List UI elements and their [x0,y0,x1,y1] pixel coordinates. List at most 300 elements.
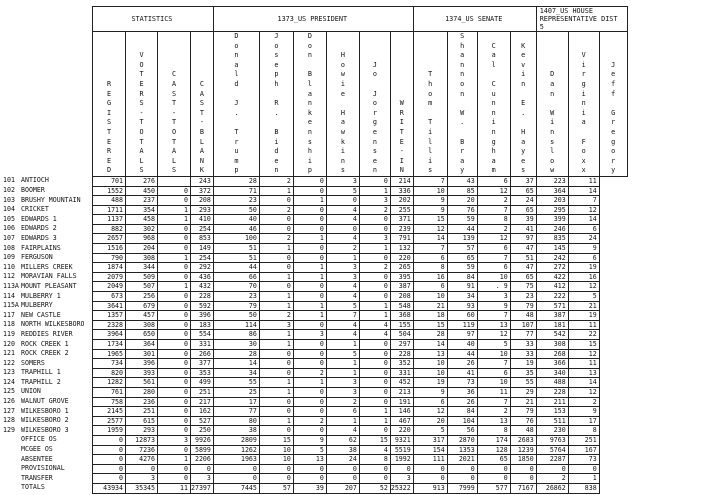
cell-value: 10 [413,368,447,378]
cell-value: 20 [413,416,447,426]
cell-value: 352 [390,359,413,369]
cell-value: 331 [390,368,413,378]
cell-value: 0 [259,282,293,292]
column-header-label: J e f f G r e g o r y [611,60,616,175]
cell-value: 246 [536,224,568,234]
cell-value: 149 [191,244,214,254]
cell-value: 0 [536,464,568,474]
group-header-4: 1407_US HOUSE REPRESENTATIVE DIST 5 [536,7,627,32]
cell-value: 527 [191,416,214,426]
precinct-name: NEW CASTLE [21,310,61,319]
cell-value: 43934 [93,483,126,493]
cell-value: 35345 [126,483,158,493]
column-header-2 [126,32,158,177]
cell-value: 223 [536,176,568,186]
cell-value: 0 [259,368,293,378]
cell-value: 1992 [390,455,413,465]
cell-value: 146 [390,407,413,417]
precinct-name: WILKESBORO 2 [21,416,69,425]
cell-value: 1965 [93,349,126,359]
precinct-name: ABSENTEE [21,454,53,463]
precinct-name: FERGUSON [21,253,53,262]
precinct-number: 112 [3,272,15,281]
precinct-number: 125 [3,387,15,396]
cell-value: 183 [191,320,214,330]
cell-value: 30 [213,340,259,350]
cell-value: 5899 [191,445,214,455]
cell-value: 5 [326,301,359,311]
cell-value: 9 [568,407,599,417]
cell-value: 12 [413,224,447,234]
cell-value: 1 [259,387,293,397]
cell-value: 3 [326,272,359,282]
cell-value: 0 [158,368,191,378]
cell-value: 21 [568,301,599,311]
cell-value: 44 [447,224,477,234]
cell-value: 3 [359,196,390,206]
cell-value: 0 [359,368,390,378]
cell-value: 0 [93,455,126,465]
cell-value: 3 [259,320,293,330]
column-header-7 [293,32,326,177]
cell-value: 12 [477,186,510,196]
cell-value: 0 [158,311,191,321]
cell-value: . 9 [477,282,510,292]
cell-value: 203 [536,196,568,206]
cell-value: 0 [158,387,191,397]
cell-value: 6 [568,224,599,234]
cell-value: 0 [359,387,390,397]
cell-value: 10 [259,445,293,455]
cell-value: 4 [326,292,359,302]
cell-value: 820 [93,368,126,378]
cell-value: 0 [158,416,191,426]
table-row [93,387,628,397]
cell-value: 377 [191,359,214,369]
cell-value: 2 [359,205,390,215]
precinct-number: 122 [3,358,15,367]
cell-value: 21 [510,397,536,407]
cell-value: 3 [359,234,390,244]
cell-value: 174 [477,435,510,445]
cell-value: 0 [259,224,293,234]
cell-value: 84 [447,272,477,282]
cell-value: 24 [568,234,599,244]
cell-value: 2870 [447,435,477,445]
cell-value: 4 [359,445,390,455]
cell-value: 1 [568,474,599,484]
cell-value: 0 [158,445,191,455]
cell-value: 10 [413,359,447,369]
table-row [93,176,628,186]
precinct-label [3,445,53,455]
cell-value: 679 [126,301,158,311]
cell-value: 0 [259,426,293,436]
cell-value: 0 [158,340,191,350]
precinct-label [3,253,53,263]
cell-value: 1 [158,215,191,225]
cell-value: 0 [359,397,390,407]
precinct-number: 101 [3,176,15,185]
precinct-label [3,292,61,302]
cell-value: 1 [158,455,191,465]
cell-value: 0 [359,176,390,186]
cell-value: 1959 [93,426,126,436]
table-row [93,397,628,407]
precinct-label [3,483,45,493]
cell-value: 1 [359,407,390,417]
cell-value: 84 [447,407,477,417]
table-row [93,301,628,311]
table-row [93,340,628,350]
precinct-name: PROVISIONAL [21,464,65,473]
cell-value: 10 [477,378,510,388]
cell-value: 5519 [390,445,413,455]
cell-value: 13 [568,368,599,378]
cell-value: 2021 [447,455,477,465]
cell-value: 387 [536,311,568,321]
cell-value: 71 [213,186,259,196]
cell-value: 10 [477,349,510,359]
cell-value: 1 [359,311,390,321]
precinct-label [3,474,53,484]
cell-value: 9 [568,244,599,254]
table-row [93,455,628,465]
cell-value: 15 [413,320,447,330]
precinct-number: 107 [3,233,15,242]
cell-value: 0 [326,224,359,234]
cell-value: 59 [447,215,477,225]
cell-value: 12 [568,282,599,292]
cell-value: 354 [126,205,158,215]
cell-value: 387 [390,282,413,292]
cell-value: 8 [477,426,510,436]
cell-value: 62 [326,435,359,445]
cell-value: 93 [447,301,477,311]
cell-value: 50 [213,311,259,321]
cell-value: 592 [191,301,214,311]
column-header-label: C A S T - T O T A L S [171,70,177,175]
table-row [93,474,628,484]
precinct-name: BRUSHY MOUNTAIN [21,195,81,204]
precinct-number: 108 [3,243,15,252]
cell-value: 207 [326,483,359,493]
column-header-17 [599,32,627,177]
cell-value: 0 [359,474,390,484]
precinct-number: 120 [3,339,15,348]
cell-value: 0 [413,464,447,474]
cell-value: 0 [510,464,536,474]
cell-value: 5764 [536,445,568,455]
cell-value: 2145 [93,407,126,417]
cell-value: 1 [326,253,359,263]
cell-value: 167 [568,445,599,455]
cell-value: 13 [477,320,510,330]
precinct-number: 121 [3,349,15,358]
table-row [93,205,628,215]
precinct-number: 103 [3,195,15,204]
cell-value: 154 [413,445,447,455]
column-header-label: C a l C u n n i n g h a m [491,41,496,175]
cell-value: 1 [359,301,390,311]
cell-value: 5 [568,292,599,302]
cell-value: 0 [447,474,477,484]
cell-value: 0 [93,445,126,455]
cell-value: 0 [293,292,326,302]
cell-value: 70 [213,282,259,292]
precinct-label [3,282,77,292]
cell-value: 15 [568,340,599,350]
cell-value: 0 [293,349,326,359]
cell-value: 12 [568,205,599,215]
cell-value: 0 [390,464,413,474]
cell-value: 0 [259,196,293,206]
column-header-label: D o n a l d J . T r u m p [234,32,239,175]
cell-value: 761 [93,387,126,397]
column-header-label: W R I T E - I N [399,99,404,175]
cell-value: 104 [447,416,477,426]
cell-value: 145 [536,244,568,254]
cell-value: 57 [447,244,477,254]
cell-value: 0 [477,474,510,484]
cell-value: 39 [293,483,326,493]
cell-value: 1 [259,330,293,340]
cell-value: 292 [191,263,214,273]
cell-value: 7 [477,397,510,407]
cell-value: 251 [568,435,599,445]
cell-value: 0 [158,292,191,302]
table-row [93,186,628,196]
cell-value: 107 [510,320,536,330]
cell-value: 1 [293,272,326,282]
cell-value: 1 [293,301,326,311]
cell-value: 364 [536,186,568,196]
cell-value: 77 [510,330,536,340]
cell-value: 0 [326,196,359,206]
cell-value: 14 [568,215,599,225]
precinct-label [3,215,57,225]
cell-value: 11 [568,320,599,330]
precinct-name: TOTALS [21,483,45,492]
precinct-number: 114 [3,291,15,300]
column-header-3 [158,32,191,177]
cell-value: 2 [477,407,510,417]
cell-value: 2049 [93,282,126,292]
cell-value: 60 [447,311,477,321]
cell-value: 4 [326,426,359,436]
cell-value: 254 [191,253,214,263]
table-row [93,234,628,244]
cell-value: 0 [359,340,390,350]
cell-value: 0 [158,186,191,196]
cell-value: 511 [536,416,568,426]
cell-value: 0 [158,263,191,273]
cell-value: 15 [359,435,390,445]
cell-value: 0 [158,234,191,244]
precinct-name: EDWARDS 1 [21,214,57,223]
cell-value: 336 [390,186,413,196]
column-header-13 [477,32,510,177]
cell-value: 8 [568,426,599,436]
cell-value: 236 [126,397,158,407]
precinct-number: 110 [3,262,15,271]
cell-value: 17 [213,397,259,407]
cell-value: 436 [191,272,214,282]
cell-value: 458 [126,215,158,225]
cell-value: 19 [510,359,536,369]
precinct-name: SOMERS [21,358,45,367]
cell-value: 272 [536,263,568,273]
cell-value: 0 [213,474,259,484]
cell-value: 0 [293,397,326,407]
column-header-label: J o J o r g e n s e n [372,60,377,175]
table-row [93,292,628,302]
cell-value: 2657 [93,234,126,244]
cell-value: 15 [259,435,293,445]
table-row [93,244,628,254]
cell-value: 12 [477,330,510,340]
cell-value: 3 [126,474,158,484]
cell-value: 242 [536,253,568,263]
cell-value: 13 [293,455,326,465]
column-header-label: S h a n n o n W . B r a y [460,32,465,175]
cell-value: 276 [126,176,158,186]
cell-value: 52 [359,483,390,493]
cell-value: 77 [213,407,259,417]
precinct-name: TRAPHILL 1 [21,368,61,377]
cell-value: 2 [293,368,326,378]
cell-value: 308 [536,340,568,350]
cell-value: 0 [568,464,599,474]
cell-value: 34 [213,368,259,378]
table-row [93,263,628,273]
precinct-number: 119 [3,329,15,338]
cell-value: 571 [536,301,568,311]
cell-value: 9763 [536,435,568,445]
cell-value: 44 [213,263,259,273]
cell-value: 1 [158,205,191,215]
cell-value: 33 [510,349,536,359]
cell-value: 1 [259,292,293,302]
cell-value: 7167 [510,483,536,493]
cell-value: 6 [413,397,447,407]
cell-value: 457 [126,311,158,321]
cell-value [158,176,191,186]
precinct-name: FAIRPLAINS [21,243,61,252]
cell-value: 132 [390,244,413,254]
precinct-name: MILLERS CREEK [21,262,73,271]
precinct-label [3,186,45,196]
cell-value: 12 [568,387,599,397]
cell-value: 114 [213,320,259,330]
cell-value: 0 [359,378,390,388]
cell-value: 499 [191,378,214,388]
column-header-12 [447,32,477,177]
cell-value: 8 [413,263,447,273]
cell-value: 0 [359,359,390,369]
cell-value: 1 [259,378,293,388]
cell-value: 0 [413,474,447,484]
cell-value: 214 [390,176,413,186]
cell-value: 35 [510,368,536,378]
precinct-name: MULBERRY [21,301,53,310]
cell-value: 0 [259,349,293,359]
cell-value: 51 [213,253,259,263]
cell-value: 372 [191,186,214,196]
precinct-label [3,224,57,234]
cell-value: 7 [413,176,447,186]
cell-value: 208 [191,196,214,206]
cell-value: 0 [293,244,326,254]
cell-value: 0 [359,272,390,282]
cell-value: 297 [390,340,413,350]
column-header-label: D o n B l a n k e n s h i p [307,32,312,175]
cell-value: 51 [510,253,536,263]
cell-value: 1 [326,368,359,378]
cell-value: 6 [477,368,510,378]
cell-value: 6 [477,263,510,273]
precinct-label [3,320,85,330]
cell-value: 0 [259,397,293,407]
cell-value: 0 [510,474,536,484]
cell-value: 128 [477,445,510,455]
cell-value: 0 [158,244,191,254]
precinct-label [3,311,61,321]
cell-value: 1 [259,416,293,426]
column-header-4 [191,32,214,177]
cell-value: 4 [326,234,359,244]
precinct-name: MCGEE OS [21,445,53,454]
cell-value: 280 [126,387,158,397]
cell-value: 6 [326,407,359,417]
cell-value: 5 [413,426,447,436]
precinct-name: MORAVIAN FALLS [21,272,77,281]
cell-value: 202 [390,196,413,206]
precinct-number: 123 [3,368,15,377]
column-header-16 [568,32,599,177]
cell-value: 2206 [191,455,214,465]
cell-value: 412 [536,282,568,292]
cell-value: 1516 [93,244,126,254]
cell-value: 1239 [510,445,536,455]
table-row [93,330,628,340]
cell-value: 913 [413,483,447,493]
cell-value: 393 [126,368,158,378]
column-header-10 [390,32,413,177]
cell-value: 11 [568,359,599,369]
cell-value: 9 [413,196,447,206]
group-header-2: 1373_US PRESIDENT [213,7,413,32]
precinct-name: TRANSFER [21,473,53,482]
column-header-label: D a n W i n s l o w [550,70,555,175]
cell-value: 0 [158,196,191,206]
cell-value: 21 [413,301,447,311]
cell-value: 1 [158,282,191,292]
cell-value: 1 [158,253,191,263]
cell-value: 0 [158,378,191,388]
cell-value: 3 [191,474,214,484]
precinct-name: EDWARDS 2 [21,224,57,233]
precinct-number: 117 [3,310,15,319]
cell-value: 65 [447,253,477,263]
cell-value: 1 [326,416,359,426]
cell-value: 0 [293,253,326,263]
precinct-label [3,196,81,206]
cell-value: 2577 [93,416,126,426]
cell-value: 1 [326,359,359,369]
cell-value: 15 [413,215,447,225]
cell-value: 1 [293,311,326,321]
